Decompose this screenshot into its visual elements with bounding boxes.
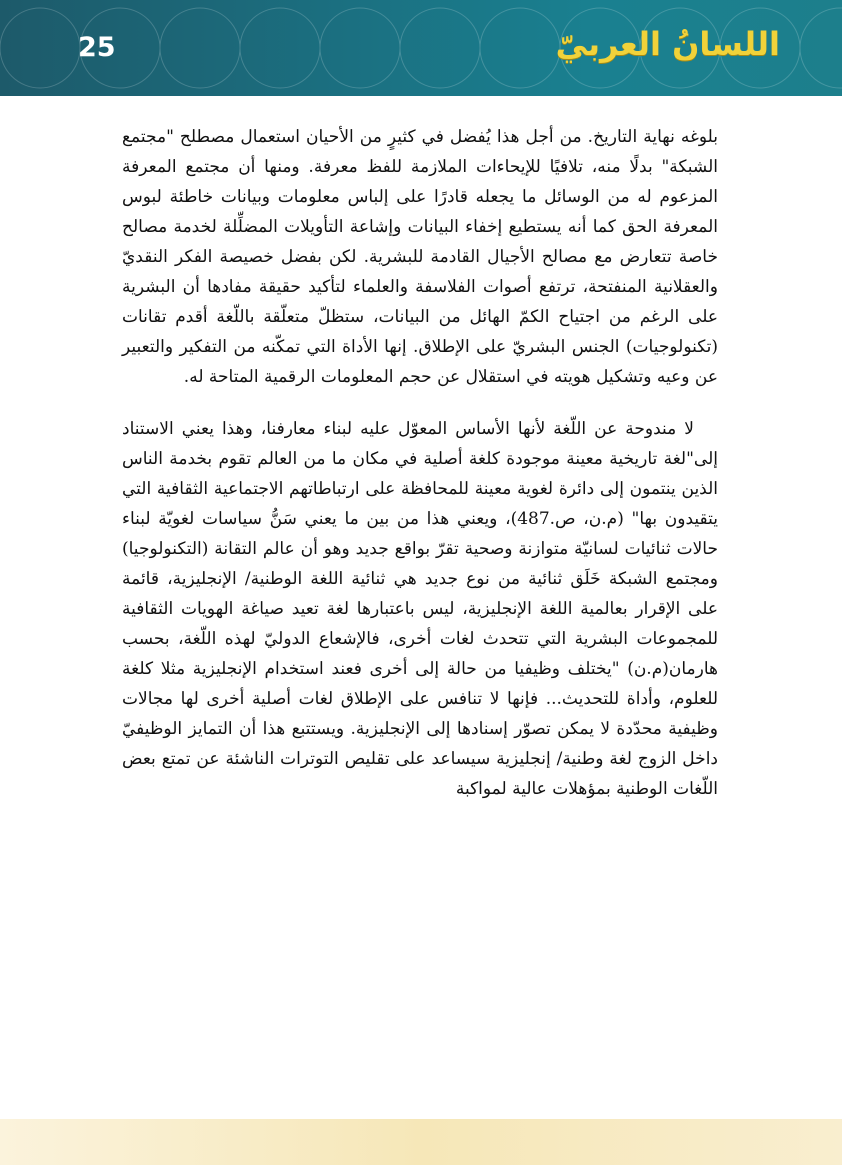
paragraph-2: لا مندوحة عن اللّغة لأنها الأساس المعوّل عليه لبناء معارفنا، وهذا يعني الاستناد إلى"لغة تاريخية معينة موجودة كلغة أصلية في مكان ما من العالم تقوم بخدمة الناس الذين ينتمون إلى دائرة لغوية معينة للمحافظة على ارتباطاتهم الاجتماعية الثقافية التي يتقيدون بها" (م.ن، ص.487)، ويعني هذا من بين ما يعني سَنُّ سياسات لغويّة لبناء حالات ثنائيات لسانيّة متوازنة وصحية تقرّ بواقع جديد وهو أن عالم التقانة (التكنولوجيا) ومجتمع الشبكة خَلَق ثنائية من نوع جديد هي ثنائية اللغة الوطنية/ الإنجليزية، قائمة على الإقرار بعالمية اللغة الإنجليزية، ليس باعتبارها لغة تعيد صياغة الهويات الثقافية للمجموعات البشرية التي تتحدث لغات أخرى، فالإشعاع الدوليّ لهذه اللّغة، بحسب هارمان(م.ن) "يختلف وظيفيا من حالة إلى أخرى فعند استخدام الإنجليزية مثلا كلغة للعلوم، وأداة للتحديث... فإنها لا تنافس على الإطلاق لغات أصلية أخرى لها مجالات وظيفية محدّدة لا يمكن تصوّر إسنادها إلى الإنجليزية. ويستتبع هذا أن التمايز الوظيفيّ داخل الزوج لغة وطنية/ إنجليزية سيساعد على تقليص التوترات الناشئة عن تمتع بعض اللّغات الوطنية بمؤهلات عالية لمواكبة — [122, 419, 718, 799]
journal-logo: اللسانُ العربيّ — [555, 25, 780, 63]
page-footer-band — [0, 1119, 842, 1165]
article-body — [122, 122, 718, 804]
paragraph-1: بلوغه نهاية التاريخ. من أجل هذا يُفضل في كثيرٍ من الأحيان استعمال مصطلح "مجتمع الشبكة" بدلًا منه، تلافيًا للإيحاءات الملازمة للفظ معرفة. ومنها أن مجتمع المعرفة المزعوم له من الوسائل ما يجعله قادرًا على إلباس معلومات وبيانات خاطئة لبوس المعرفة الحق كما أنه يستطيع إخفاء البيانات وإشاعة التأويلات المضلِّلة لخدمة مصالح خاصة تتعارض مع مصالح الأجيال القادمة للبشرية. لكن بفضل خصيصة الفكر النقديّ والعقلانية المنفتحة، ترتفع أصوات الفلاسفة والعلماء لتأكيد حقيقة مفادها أن البشرية على الرغم من اجتياح الكمّ الهائل من البيانات، ستظلّ متعلّقة باللّغة أقدم تقانات (تكنولوجيات) الجنس البشريّ على الإطلاق. إنها الأداة التي تمكّنه من التفكير والتعبير عن وعيه وتشكيل هويته في استقلال عن حجم المعلومات الرقمية المتاحة له. — [122, 127, 718, 387]
page-number: 25 — [78, 32, 116, 63]
page-header — [0, 0, 842, 96]
